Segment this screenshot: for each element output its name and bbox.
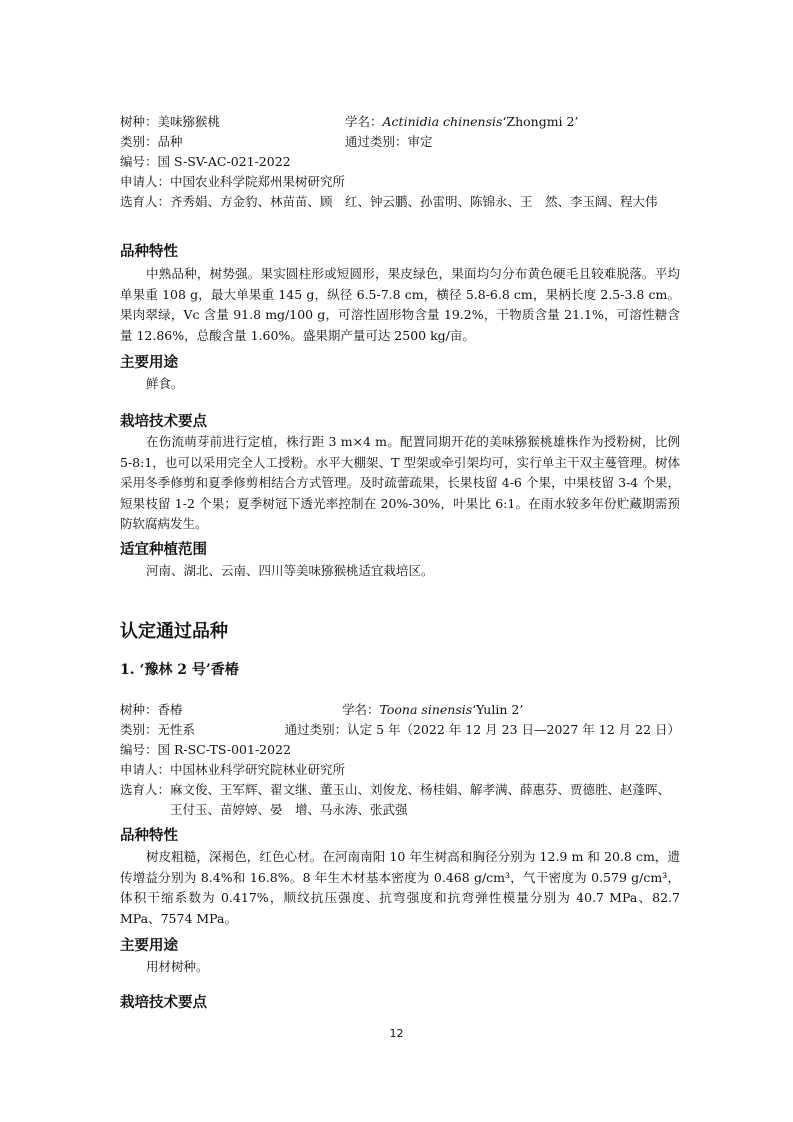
entry2-breeders: 麻文俊、王军辉、翟文继、董玉山、刘俊龙、杨桂娟、解孝满、薛惠芬、贾德胜、赵蓬晖、王付玉、苗婷婷、晏 增、马永涛、张武强 xyxy=(170,782,671,817)
entry1-sci-name: Actinidia chinensis xyxy=(382,114,503,129)
entry1-sci-name-field: 学名：Actinidia chinensis‘Zhongmi 2’ xyxy=(345,114,579,129)
entry1-applicant: 申请人：中国农业科学院郑州果树研究所 xyxy=(120,174,346,189)
entry2-breeders-row xyxy=(120,780,680,820)
entry1-code: 编号：国 S-SV-AC-021-2022 xyxy=(120,154,291,169)
entry2-heading: 1. ‘豫林 2 号’香椿 xyxy=(120,662,239,678)
entry2-traits-text: 树皮粗糙，深褐色，红色心材。在河南南阳 10 年生树高和胸径分别为 12.9 m 和 20.8 cm，遗传增益分别为 8.4%和 16.8%。8 年生木材基本密度为 0.468 g/cm³，气干密度为 0.579 g/cm³，体积干缩系数为 0.417%，顺纹抗压强度、抗弯强度和抗弯弹性模量分别为 40.7 MPa、82.7 MPa、7574 MPa。 xyxy=(120,849,680,926)
entry2-species: 树种：香椿 xyxy=(120,702,183,717)
entry1-cultivation-text: 在伤流萌芽前进行定植，株行距 3 m×4 m。配置同期开花的美味猕猴桃雄株作为授粉树，比例 5-8:1，也可以采用完全人工授粉。水平大棚架、T 型架或牵引架均可，实行单主干双主蔓管理。树体采用冬季修剪和夏季修剪相结合方式管理。及时疏蕾疏果，长果枝留 4-6 个果，中果枝留 3-4 个果，短果枝留 1-2 个果；夏季树冠下透光率控制在 20%-30%，叶果比 6:1。在雨水较多年份贮藏期需预防软腐病发生。 xyxy=(120,434,680,531)
page-number: 12 xyxy=(389,1027,404,1040)
entry1-use-title: 主要用途 xyxy=(120,355,178,371)
entry1-range-title: 适宜种植范围 xyxy=(120,542,207,558)
section-title: 认定通过品种 xyxy=(120,621,228,642)
entry2-code: 编号：国 R-SC-TS-001-2022 xyxy=(120,742,291,757)
entry1-breeders-label: 选育人： xyxy=(120,194,171,209)
entry1-pass-type: 通过类别：审定 xyxy=(345,134,433,149)
entry1-category: 类别：品种 xyxy=(120,134,183,149)
entry2-species-row xyxy=(120,700,680,720)
entry1-breeders: 齐秀娟、方金豹、林苗苗、顾 红、钟云鹏、孙雷明、陈锦永、王 然、李玉阔、程大伟 xyxy=(170,194,658,209)
entry2-sci-name: Toona sinensis xyxy=(379,702,473,717)
entry1-species: 树种：美味猕猴桃 xyxy=(120,114,221,129)
entry2-category-row xyxy=(120,720,680,740)
entry1-traits-text: 中熟品种，树势强。果实圆柱形或短圆形，果皮绿色，果面均匀分布黄色硬毛且较难脱落。平均单果重 108 g，最大单果重 145 g，纵径 6.5-7.8 cm，横径 5.8-6.8 cm，果柄长度 2.5-3.8 cm。果肉翠绿，Vc 含量 91.8 mg/100 g，可溶性固形物含量 19.2%，干物质含量 21.1%，可溶性糖含量 12.86%，总酸含量 1.60%。盛果期产量可达 2500 kg/亩。 xyxy=(120,266,680,343)
entry2-breeders-label: 选育人： xyxy=(120,782,171,797)
entry2-category: 类别：无性系 xyxy=(120,722,196,737)
entry1-traits-title: 品种特性 xyxy=(120,244,178,260)
entry2-applicant: 申请人：中国林业科学研究院林业研究所 xyxy=(120,762,346,777)
entry2-info xyxy=(120,700,680,820)
entry1-range-text: 河南、湖北、云南、四川等美味猕猴桃适宜栽培区。 xyxy=(146,563,434,578)
entry2-use-text: 用材树种。 xyxy=(146,959,209,974)
entry2-sci-name-field: 学名：Toona sinensis‘Yulin 2’ xyxy=(342,702,524,717)
entry2-pass-type: 通过类别：认定 5 年（2022 年 12 月 23 日—2027 年 12 月 22 日） xyxy=(284,722,680,737)
entry2-use-title: 主要用途 xyxy=(120,938,178,954)
entry1-species-row xyxy=(120,112,680,132)
entry1-cultivation-title: 栽培技术要点 xyxy=(120,414,207,430)
entry1-breeders-row xyxy=(120,192,680,212)
entry1-info xyxy=(120,112,680,212)
entry2-cultivation-title: 栽培技术要点 xyxy=(120,995,207,1011)
entry1-category-row xyxy=(120,132,680,152)
entry1-use-text: 鲜食。 xyxy=(146,376,184,391)
entry2-traits-title: 品种特性 xyxy=(120,828,178,844)
